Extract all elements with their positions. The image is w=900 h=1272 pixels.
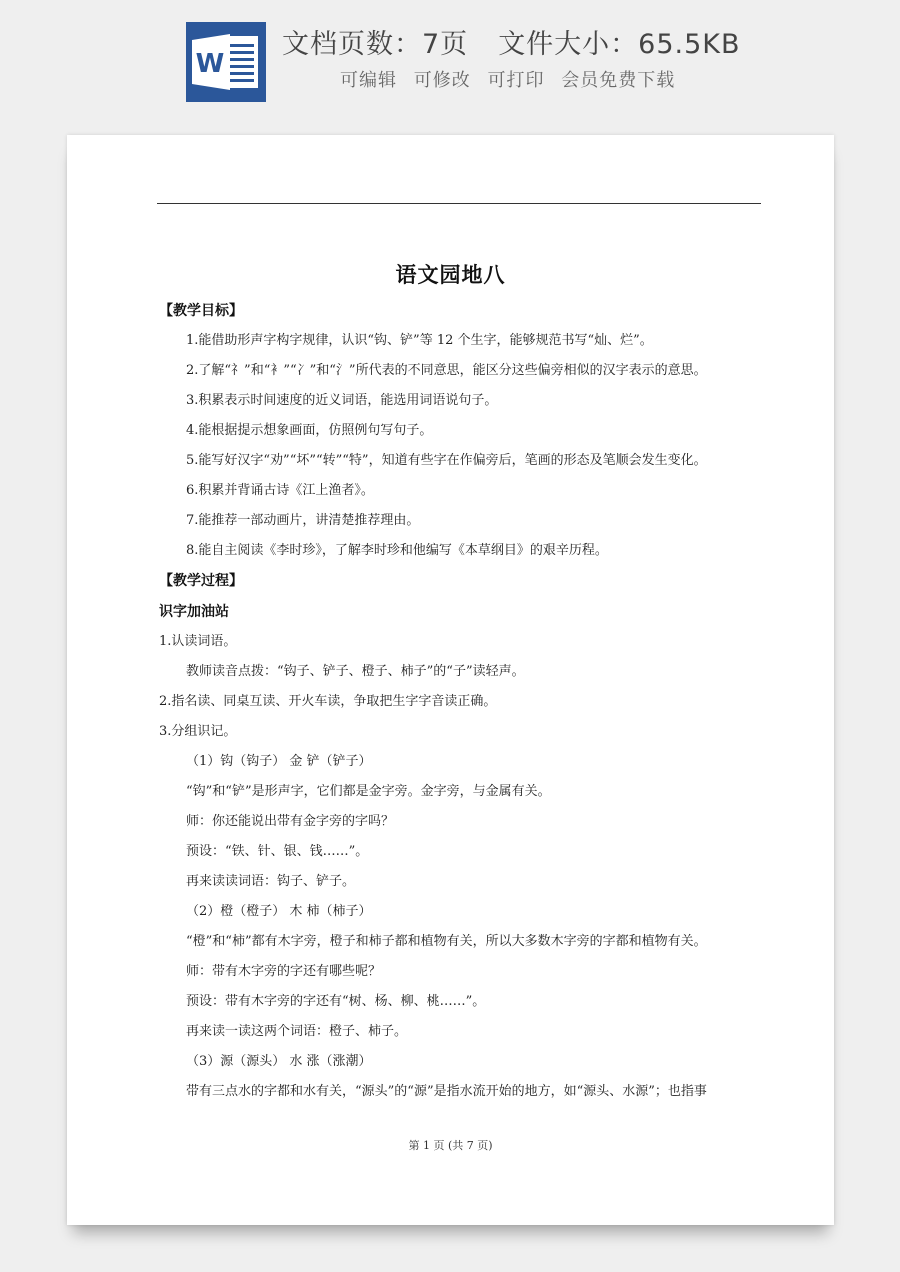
body-line: “橙”和“柿”都有木字旁，橙子和柿子都和植物有关，所以大多数木字旁的字都和植物有关。 xyxy=(186,934,707,950)
body-line: 1.能借助形声字构字规律，认识“钩、铲”等 12 个生字，能够规范书写“灿、烂”。 xyxy=(186,333,653,349)
feature-editable: 可编辑 xyxy=(340,70,397,91)
page-footer: 第 1 页 (共 7 页) xyxy=(408,1139,493,1152)
download-info-header xyxy=(0,0,900,120)
body-line: （1）钩（钩子） 金 铲（铲子） xyxy=(186,753,372,769)
file-info xyxy=(282,22,741,61)
feature-member-download: 会员免费下载 xyxy=(561,70,676,91)
body-line: 师：你还能说出带有金字旁的字吗？ xyxy=(186,813,395,829)
feature-printable: 可打印 xyxy=(487,70,545,91)
body-line: （3）源（源头） 水 涨（涨潮） xyxy=(186,1054,372,1070)
document-page xyxy=(67,135,834,1225)
body-line: 预设：带有木字旁的字还有“树、杨、柳、桃……”。 xyxy=(186,994,486,1010)
body-line: 6.积累并背诵古诗《江上渔者》。 xyxy=(186,483,374,499)
body-line: 4.能根据提示想象画面，仿照例句写句子。 xyxy=(186,423,433,439)
feature-modifiable: 可修改 xyxy=(413,70,471,91)
page-count-label: 文档页数：7页 xyxy=(282,29,469,60)
section-heading: 【教学目标】 xyxy=(159,303,243,319)
body-line: 7.能推荐一部动画片，讲清楚推荐理由。 xyxy=(186,513,420,529)
section-heading: 识字加油站 xyxy=(159,603,229,620)
body-line: 5.能写好汉字“劝”“坏”“转”“特”，知道有些字在作偏旁后，笔画的形态及笔顺会发生变化。 xyxy=(186,453,707,469)
body-line: 3.积累表示时间速度的近义词语，能选用词语说句子。 xyxy=(186,393,498,409)
body-line: 8.能自主阅读《李时珍》，了解李时珍和他编写《本草纲目》的艰辛历程。 xyxy=(186,543,608,559)
body-line: 师：带有木字旁的字还有哪些呢？ xyxy=(186,964,382,980)
body-line: 2.指名读、同桌互读、开火车读，争取把生字字音读正确。 xyxy=(159,693,497,709)
body-line: 预设：“铁、针、银、钱……”。 xyxy=(186,843,369,859)
body-line: 1.认读词语。 xyxy=(159,633,237,649)
word-document-icon xyxy=(186,22,266,102)
header-rule xyxy=(157,203,761,204)
body-line: 再来读一读这两个词语：橙子、柿子。 xyxy=(186,1024,408,1040)
section-heading: 【教学过程】 xyxy=(159,573,243,590)
body-line: 2.了解“礻”和“衤”“冫”和“氵”所代表的不同意思，能区分这些偏旁相似的汉字表示的意思。 xyxy=(186,363,707,379)
word-icon-letter: W xyxy=(195,49,225,79)
body-line: 带有三点水的字都和水有关，“源头”的“源”是指水流开始的地方，如“源头、水源”；也指事 xyxy=(186,1084,707,1100)
feature-list xyxy=(340,66,685,92)
document-title: 语文园地八 xyxy=(395,262,506,287)
file-size-label: 文件大小：65.5KB xyxy=(498,29,741,60)
body-line: 再来读读词语：钩子、铲子。 xyxy=(186,873,356,889)
body-line: 3.分组识记。 xyxy=(159,723,237,739)
body-line: “钩”和“铲”是形声字，它们都是金字旁。金字旁，与金属有关。 xyxy=(186,783,551,799)
body-line: 教师读音点拨：“钩子、铲子、橙子、柿子”的“子”读轻声。 xyxy=(186,663,525,679)
body-line: （2）橙（橙子） 木 柿（柿子） xyxy=(186,904,372,919)
